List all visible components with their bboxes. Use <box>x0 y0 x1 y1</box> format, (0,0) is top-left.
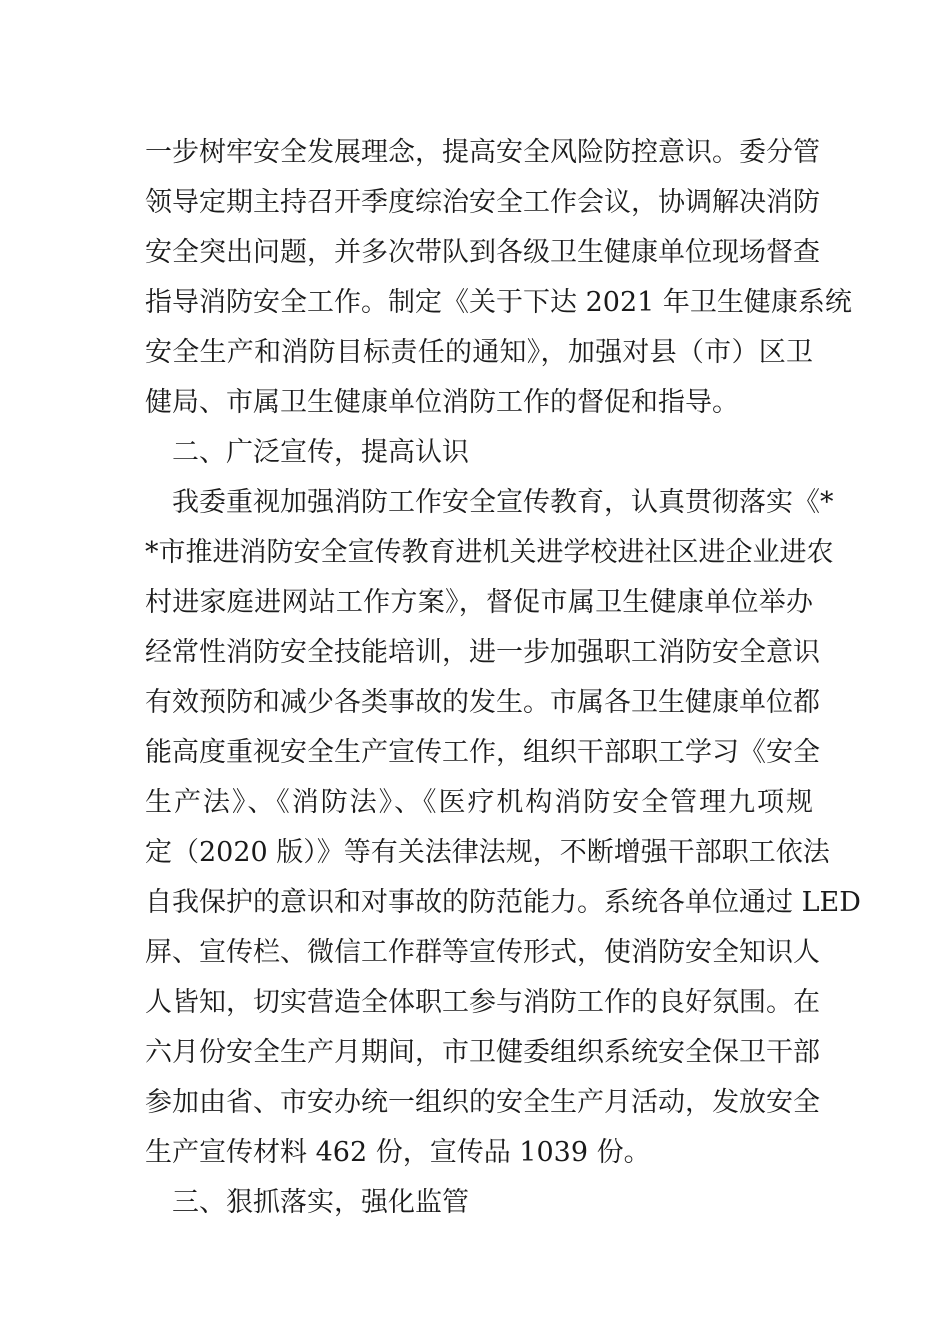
paragraph-line: 生产宣传材料 462 份，宣传品 1039 份。 <box>145 1137 651 1168</box>
paragraph-line: 村进家庭进网站工作方案》，督促市属卫生健康单位举办 <box>145 587 813 618</box>
paragraph-line: 定（2020 版）》等有关法律法规，不断增强干部职工依法 <box>145 837 830 868</box>
paragraph-line: 指导消防安全工作。制定《关于下达 2021 年卫生健康系统 <box>145 287 852 318</box>
body-text <box>145 128 861 1228</box>
paragraph-line: 自我保护的意识和对事故的防范能力。系统各单位通过 LED <box>145 887 861 918</box>
paragraph-line: 健局、市属卫生健康单位消防工作的督促和指导。 <box>145 387 739 418</box>
paragraph-line: 领导定期主持召开季度综治安全工作会议，协调解决消防 <box>145 187 820 218</box>
paragraph-line: 安全生产和消防目标责任的通知》，加强对县（市）区卫 <box>145 337 813 368</box>
paragraph-line: 经常性消防安全技能培训，进一步加强职工消防安全意识 <box>145 637 820 668</box>
section-heading: 三、狠抓落实，强化监管 <box>172 1187 469 1218</box>
paragraph-line: 安全突出问题，并多次带队到各级卫生健康单位现场督查 <box>145 237 820 268</box>
paragraph-line: 一步树牢安全发展理念，提高安全风险防控意识。委分管 <box>145 137 820 168</box>
paragraph-line: *市推进消防安全宣传教育进机关进学校进社区进企业进农 <box>145 537 834 568</box>
paragraph-line: 能高度重视安全生产宣传工作，组织干部职工学习《安全 <box>145 737 820 768</box>
paragraph-line: 我委重视加强消防工作安全宣传教育，认真贯彻落实《* <box>172 487 834 518</box>
paragraph-line: 生产法》、《消防法》、《医疗机构消防安全管理九项规 <box>145 787 813 818</box>
paragraph-line: 参加由省、市安办统一组织的安全生产月活动，发放安全 <box>145 1087 820 1118</box>
paragraph-line: 人皆知，切实营造全体职工参与消防工作的良好氛围。在 <box>145 987 820 1018</box>
paragraph-line: 有效预防和减少各类事故的发生。市属各卫生健康单位都 <box>145 687 820 718</box>
paragraph-line: 六月份安全生产月期间，市卫健委组织系统安全保卫干部 <box>145 1037 820 1068</box>
paragraph-line: 屏、宣传栏、微信工作群等宣传形式，使消防安全知识人 <box>145 937 820 968</box>
section-heading: 二、广泛宣传，提高认识 <box>172 437 469 468</box>
